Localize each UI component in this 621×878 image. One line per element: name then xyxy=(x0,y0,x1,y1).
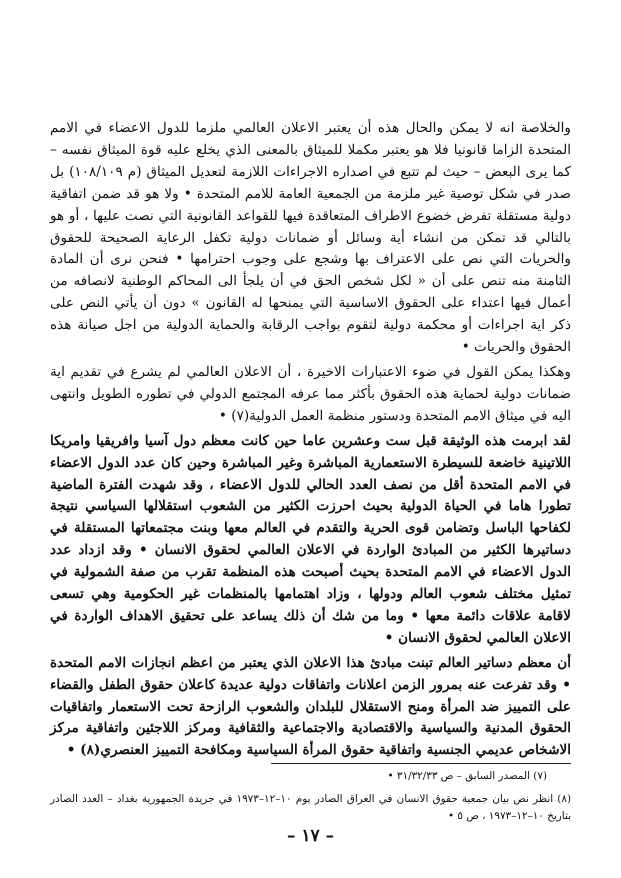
footnote-divider xyxy=(271,763,571,764)
paragraph-guarantees: وهكذا يمكن القول في ضوء الاعتبارات الاخيرة ، أن الاعلان العالمي لم يشرع في تقديم اية ضمانات دولية لحماية هذه الحقوق بأكثر مما عرفه المجتمع الدولي في تطوره الطويل وانتهى اليه في ميثاق الامم المتحدة ودستور منظمة العمل الدولية(٧) • xyxy=(50,363,571,424)
paragraph-constitutions: أن معظم دساتير العالم تبنت مبادئ هذا الاعلان الذي يعتبر من اعظم انجازات الامم المتحدة • وقد تفرعت عنه بمرور الزمن اعلانات واتفاقات دولية عديدة كاعلان حقوق الطفل والقضاء على التمييز ضد المرأة ومنح الاستقلال للبلدان والشعوب الرازحة تحت الاستعمار واتفاقيات الحقوق المدنية والسياسية والاقتصادية والاجتماعية والثقافية ومركز اللاجئين واتفاقية مركز الاشخاص عديمي الجنسية واتفاقية حقوق المرأة السياسية ومكافحة التمييز العنصري(٨) • xyxy=(50,654,571,759)
page-number: – ١٧ – xyxy=(286,826,335,846)
paragraph-conclusion: والخلاصة انه لا يمكن والحال هذه أن يعتبر الاعلان العالمي ملزما للدول الاعضاء في الامم المتحدة الزاما قانونيا فلا هو يعتبر مكملا للميثاق بالمعنى الذي يخلع عليه قوة الميثاق نفسه – كما يرى البعض – حيث لم تتبع في اصداره الاجراءات اللازمة لتعديل الميثاق (م ١٠٨/١٠٩) بل صدر في شكل توصية غير ملزمة من الجمعية العامة للامم المتحدة • ولا هو قد ضمن اتفاقية دولية مستقلة تفرض خضوع الاطراف المتعاقدة فيها للقواعد القانونية التي نصت عليها ، أو هو بالتالي قد تمكن من انشاء أية وسائل أو ضمانات دولية تكفل الرعاية الصحيحة للحقوق والحريات التي نص على الاعتراف بها وشجع على وجوب احترامها • فنحن نرى أن المادة الثامنة منه تنص على أن « لكل شخص الحق في أن يلجأ الى المحاكم الوطنية لانصافه من أعمال فيها اعتداء على الحقوق الاساسية التي يمنحها له القانون » دون أن يأتي النص على ذكر اية اجراءات أو محكمة دولية لتقوم بواجب الرقابة والحماية الدولية من اجل صيانة هذه الحقوق والحريات • xyxy=(50,120,571,356)
footnote-7: (٧) المصدر السابق – ص ٣١/٣٢/٣٣ • xyxy=(387,770,547,782)
footnote-8: (٨) انظر نص بيان جمعية حقوق الانسان في العراق الصادر يوم ١٠–١٢–١٩٧٣ في جريدة الجمهورية بغداد – العدد الصادر بتاريخ ١٠–١٢–١٩٧٣ ، ص ٥ • xyxy=(50,793,572,822)
footnotes-section xyxy=(50,763,571,825)
paragraph-history: لقد ابرمت هذه الوثيقة قبل ست وعشرين عاما حين كانت معظم دول آسيا وافريقيا وامريكا اللاتينية خاضعة للسيطرة الاستعمارية المباشرة وغير المباشرة وحين كان عدد الدول الاعضاء في الامم المتحدة أقل من نصف العدد الحالي للدول الاعضاء ، وقد شهدت الفترة الماضية تطورا هاما في الحياة الدولية بحيث احرزت الكثير من الشعوب استقلالها السياسي نتيجة لكفاحها الباسل وتضامن قوى الحرية والتقدم في العالم معها وبنت مجتمعاتها المستقلة في دساتيرها الكثير من المبادئ الواردة في الاعلان العالمي لحقوق الانسان • وقد ازداد عدد الدول الاعضاء في الامم المتحدة بحيث أصبحت هذه المنظمة تقرب من صفة الشمولية في تمثيل مختلف شعوب العالم ودولها ، وزاد اهتمامها بالمنظمات غير الحكومية وهي تسعى لاقامة علاقات دائمة معها • وما من شك أن ذلك يساعد على تحقيق الاهداف الواردة في الاعلان العالمي لحقوق الانسان • xyxy=(50,432,571,646)
